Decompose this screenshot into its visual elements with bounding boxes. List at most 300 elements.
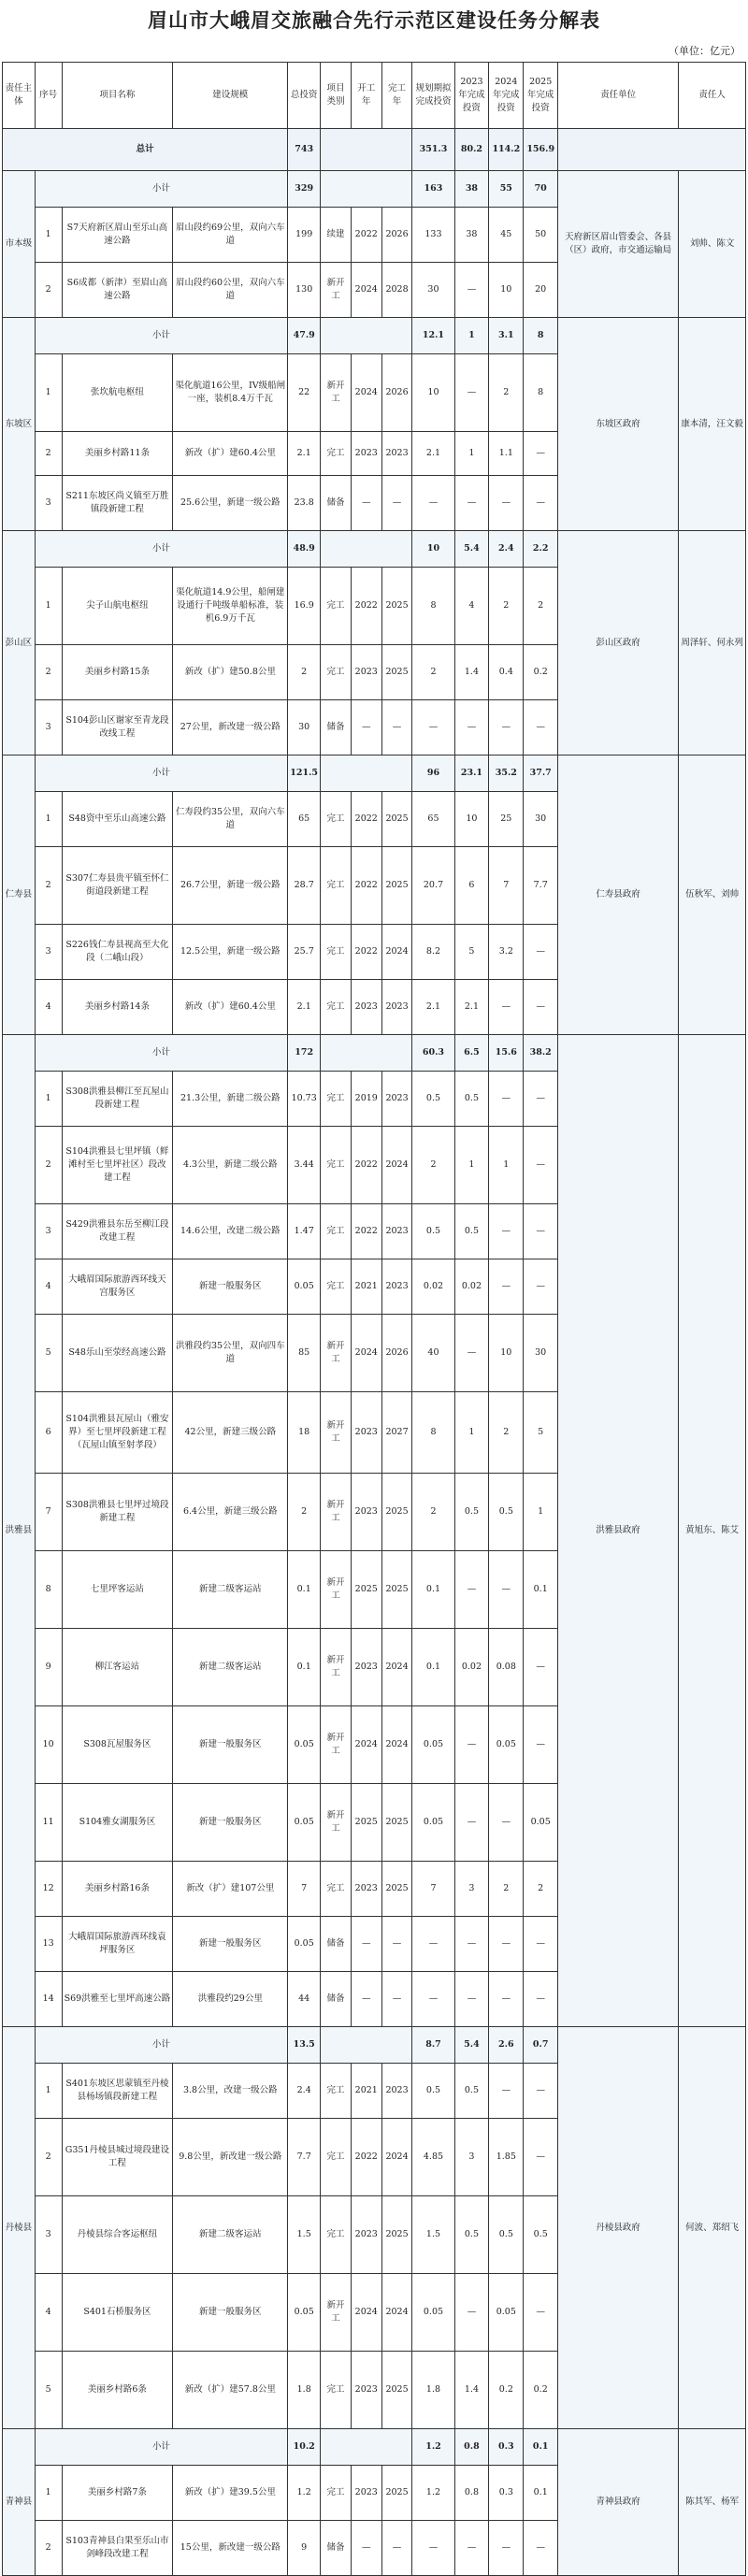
total-investment: 25.7 xyxy=(288,925,321,980)
investment-y2024: — xyxy=(489,1917,524,1972)
table-header xyxy=(3,63,746,129)
investment-plan: 4.85 xyxy=(412,2119,454,2196)
investment-plan: 1.8 xyxy=(412,2352,454,2429)
project-type: 完工 xyxy=(321,1127,352,1204)
project-name: 张坎航电枢纽 xyxy=(62,354,173,432)
investment-plan: 1.5 xyxy=(412,2196,454,2274)
total-investment: 2.1 xyxy=(288,980,321,1035)
start-year: — xyxy=(351,700,381,756)
start-year: 2022 xyxy=(351,847,381,925)
investment-y2023: — xyxy=(454,2521,489,2576)
subtotal-label: 小计 xyxy=(35,318,287,354)
investment-y2025: — xyxy=(524,1259,558,1315)
project-type: 储备 xyxy=(321,1972,352,2027)
subtotal-label: 小计 xyxy=(35,531,287,568)
project-type: 完工 xyxy=(321,2352,352,2429)
row-number: 5 xyxy=(35,2352,62,2429)
investment-y2025: 0.05 xyxy=(524,1784,558,1862)
total-investment: 85 xyxy=(288,1315,321,1392)
subtotal-invest: 10.2 xyxy=(288,2429,321,2466)
investment-y2025: — xyxy=(524,1072,558,1127)
total-investment: 0.05 xyxy=(288,1706,321,1784)
subtotal-row xyxy=(3,1035,746,1072)
start-year: 2024 xyxy=(351,263,381,318)
investment-y2024: 2 xyxy=(489,1392,524,1474)
subtotal-y2024: 55 xyxy=(489,171,524,208)
project-name: S401东坡区思蒙镇至丹棱县杨场镇段新建工程 xyxy=(62,2064,173,2119)
start-year: 2019 xyxy=(351,1072,381,1127)
subtotal-invest: 172 xyxy=(288,1035,321,1072)
empty-cell xyxy=(558,129,746,171)
subtotal-label: 小计 xyxy=(35,756,287,792)
investment-y2025: 0.5 xyxy=(524,2196,558,2274)
start-year: 2023 xyxy=(351,2352,381,2429)
responsible-person: 伍秋军、刘帅 xyxy=(679,756,746,1035)
subtotal-y2023: 1 xyxy=(454,318,489,354)
empty-cell xyxy=(321,756,412,792)
total-investment: 0.1 xyxy=(288,1551,321,1629)
start-year: 2023 xyxy=(351,1474,381,1551)
investment-plan: 8 xyxy=(412,1392,454,1474)
project-type: 储备 xyxy=(321,476,352,531)
start-year: 2022 xyxy=(351,208,381,263)
end-year: 2026 xyxy=(381,354,412,432)
project-name: S308洪雅县柳江至瓦屋山段新建工程 xyxy=(62,1072,173,1127)
build-scale: 27公里，新改建一级公路 xyxy=(173,700,288,756)
project-type: 完工 xyxy=(321,1259,352,1315)
total-investment: 7.7 xyxy=(288,2119,321,2196)
start-year: 2024 xyxy=(351,1706,381,1784)
subtotal-invest: 329 xyxy=(288,171,321,208)
start-year: 2022 xyxy=(351,1204,381,1259)
build-scale: 新改（扩）建50.8公里 xyxy=(173,645,288,700)
start-year: 2021 xyxy=(351,2064,381,2119)
investment-y2023: — xyxy=(454,1784,489,1862)
empty-cell xyxy=(321,2429,412,2466)
investment-plan: 0.05 xyxy=(412,1706,454,1784)
row-number: 2 xyxy=(35,2119,62,2196)
responsible-subject: 东坡区 xyxy=(3,318,36,531)
project-type: 完工 xyxy=(321,645,352,700)
total-investment: 28.7 xyxy=(288,847,321,925)
subtotal-y2025: 8 xyxy=(524,318,558,354)
investment-y2025: — xyxy=(524,432,558,476)
subtotal-plan: 60.3 xyxy=(412,1035,454,1072)
investment-y2025: 0.2 xyxy=(524,645,558,700)
subtotal-y2025: 37.7 xyxy=(524,756,558,792)
project-name: S226钱仁寿县视高至大化段（二峨山段） xyxy=(62,925,173,980)
build-scale: 新改（扩）建60.4公里 xyxy=(173,980,288,1035)
column-header: 2025年完成投资 xyxy=(524,63,558,129)
responsible-unit: 丹棱县政府 xyxy=(558,2027,679,2429)
end-year: 2023 xyxy=(381,2064,412,2119)
investment-y2025: 5 xyxy=(524,1392,558,1474)
total-investment: 16.9 xyxy=(288,568,321,645)
project-type: 新开工 xyxy=(321,263,352,318)
investment-y2025: — xyxy=(524,1629,558,1706)
project-name: 美丽乡村路16条 xyxy=(62,1862,173,1917)
total-investment: 2 xyxy=(288,645,321,700)
project-name: S7天府新区眉山至乐山高速公路 xyxy=(62,208,173,263)
investment-y2023: — xyxy=(454,1917,489,1972)
build-scale: 新建一般服务区 xyxy=(173,1784,288,1862)
investment-y2024: 7 xyxy=(489,847,524,925)
build-scale: 眉山段约60公里，双向六车道 xyxy=(173,263,288,318)
project-name: 美丽乡村路7条 xyxy=(62,2466,173,2521)
empty-cell xyxy=(321,318,412,354)
investment-y2024: — xyxy=(489,1972,524,2027)
responsible-unit: 天府新区眉山管委会、各县（区）政府，市交通运输局 xyxy=(558,171,679,318)
responsible-person: 刘帅、陈文 xyxy=(679,171,746,318)
investment-y2023: 0.5 xyxy=(454,1072,489,1127)
total-y2025: 156.9 xyxy=(524,129,558,171)
row-number: 3 xyxy=(35,2196,62,2274)
row-number: 2 xyxy=(35,2521,62,2576)
responsible-subject: 市本级 xyxy=(3,171,36,318)
subtotal-plan: 12.1 xyxy=(412,318,454,354)
build-scale: 渠化航道14.9公里，船闸建设通行千吨级单船标准，装机6.9万千瓦 xyxy=(173,568,288,645)
end-year: 2024 xyxy=(381,1127,412,1204)
build-scale: 9.8公里，新改建一级公路 xyxy=(173,2119,288,2196)
column-header: 责任主体 xyxy=(3,63,36,129)
subtotal-y2024: 15.6 xyxy=(489,1035,524,1072)
investment-plan: 0.05 xyxy=(412,1784,454,1862)
responsible-unit: 青神县政府 xyxy=(558,2429,679,2576)
investment-y2025: 0.1 xyxy=(524,2466,558,2521)
build-scale: 新建一般服务区 xyxy=(173,1706,288,1784)
investment-y2023: — xyxy=(454,1706,489,1784)
project-name: 丹棱县综合客运枢纽 xyxy=(62,2196,173,2274)
end-year: 2026 xyxy=(381,208,412,263)
build-scale: 新建一般服务区 xyxy=(173,1917,288,1972)
end-year: 2025 xyxy=(381,1784,412,1862)
investment-y2025: — xyxy=(524,1204,558,1259)
responsible-unit: 彭山区政府 xyxy=(558,531,679,756)
investment-y2025: — xyxy=(524,700,558,756)
row-number: 4 xyxy=(35,2274,62,2352)
subtotal-y2023: 6.5 xyxy=(454,1035,489,1072)
subtotal-plan: 96 xyxy=(412,756,454,792)
project-name: S307仁寿县贵平镇至怀仁街道段新建工程 xyxy=(62,847,173,925)
row-number: 6 xyxy=(35,1392,62,1474)
investment-y2025: 2 xyxy=(524,1862,558,1917)
investment-y2023: 0.8 xyxy=(454,2466,489,2521)
total-investment: 2.4 xyxy=(288,2064,321,2119)
investment-y2023: 0.02 xyxy=(454,1629,489,1706)
total-investment: 22 xyxy=(288,354,321,432)
investment-y2023: 2.1 xyxy=(454,980,489,1035)
project-name: G351丹棱县城过境段建设工程 xyxy=(62,2119,173,2196)
investment-y2025: 20 xyxy=(524,263,558,318)
row-number: 9 xyxy=(35,1629,62,1706)
investment-plan: 0.5 xyxy=(412,1204,454,1259)
end-year: 2024 xyxy=(381,925,412,980)
start-year: 2023 xyxy=(351,980,381,1035)
project-name: 大峨眉国际旅游西环线袁坪服务区 xyxy=(62,1917,173,1972)
project-type: 完工 xyxy=(321,925,352,980)
end-year: 2028 xyxy=(381,263,412,318)
responsible-subject: 洪雅县 xyxy=(3,1035,36,2027)
investment-y2024: 2 xyxy=(489,568,524,645)
column-header: 2023年完成投资 xyxy=(454,63,489,129)
project-type: 储备 xyxy=(321,2521,352,2576)
start-year: — xyxy=(351,2521,381,2576)
investment-y2024: 1.1 xyxy=(489,432,524,476)
total-investment: 0.05 xyxy=(288,1259,321,1315)
row-number: 11 xyxy=(35,1784,62,1862)
investment-y2023: — xyxy=(454,2274,489,2352)
responsible-unit: 洪雅县政府 xyxy=(558,1035,679,2027)
investment-y2024: — xyxy=(489,476,524,531)
row-number: 1 xyxy=(35,208,62,263)
investment-y2025: 50 xyxy=(524,208,558,263)
end-year: — xyxy=(381,1917,412,1972)
column-header: 责任人 xyxy=(679,63,746,129)
total-plan: 351.3 xyxy=(412,129,454,171)
project-type: 完工 xyxy=(321,980,352,1035)
responsible-subject: 彭山区 xyxy=(3,531,36,756)
end-year: 2024 xyxy=(381,2119,412,2196)
subtotal-y2025: 70 xyxy=(524,171,558,208)
column-header: 序号 xyxy=(35,63,62,129)
project-name: 柳江客运站 xyxy=(62,1629,173,1706)
row-number: 14 xyxy=(35,1972,62,2027)
subtotal-label: 小计 xyxy=(35,2429,287,2466)
total-investment: 1.47 xyxy=(288,1204,321,1259)
responsible-subject: 青神县 xyxy=(3,2429,36,2576)
total-investment: 23.8 xyxy=(288,476,321,531)
row-number: 1 xyxy=(35,568,62,645)
subtotal-invest: 13.5 xyxy=(288,2027,321,2064)
investment-y2025: — xyxy=(524,1706,558,1784)
start-year: — xyxy=(351,476,381,531)
end-year: 2025 xyxy=(381,2196,412,2274)
row-number: 12 xyxy=(35,1862,62,1917)
investment-y2023: 10 xyxy=(454,792,489,847)
total-investment: 7 xyxy=(288,1862,321,1917)
end-year: 2025 xyxy=(381,1551,412,1629)
end-year: 2023 xyxy=(381,432,412,476)
start-year: 2025 xyxy=(351,1784,381,1862)
total-investment: 0.05 xyxy=(288,1917,321,1972)
end-year: 2025 xyxy=(381,568,412,645)
row-number: 3 xyxy=(35,1204,62,1259)
project-name: S104洪雅县瓦屋山（雅安界）至七里坪段新建工程（瓦屋山镇至射孝段） xyxy=(62,1392,173,1474)
table-body xyxy=(3,129,746,2576)
investment-y2024: — xyxy=(489,1784,524,1862)
start-year: 2022 xyxy=(351,925,381,980)
start-year: 2023 xyxy=(351,645,381,700)
investment-plan: 0.05 xyxy=(412,2274,454,2352)
subtotal-y2025: 38.2 xyxy=(524,1035,558,1072)
project-name: S104雅女湖服务区 xyxy=(62,1784,173,1862)
start-year: 2023 xyxy=(351,2196,381,2274)
project-type: 新开工 xyxy=(321,2274,352,2352)
start-year: 2022 xyxy=(351,568,381,645)
investment-y2024: — xyxy=(489,2521,524,2576)
investment-y2025: — xyxy=(524,1917,558,1972)
investment-y2024: 0.05 xyxy=(489,2274,524,2352)
unit-label: （单位：亿元） xyxy=(669,45,741,57)
build-scale: 12.5公里，新建一级公路 xyxy=(173,925,288,980)
start-year: — xyxy=(351,1917,381,1972)
end-year: 2024 xyxy=(381,1706,412,1784)
total-investment: 10.73 xyxy=(288,1072,321,1127)
investment-plan: 133 xyxy=(412,208,454,263)
project-name: S48资中至乐山高速公路 xyxy=(62,792,173,847)
project-name: 大峨眉国际旅游西环线天宫服务区 xyxy=(62,1259,173,1315)
subtotal-row xyxy=(3,531,746,568)
investment-plan: 40 xyxy=(412,1315,454,1392)
responsible-unit: 仁寿县政府 xyxy=(558,756,679,1035)
start-year: 2023 xyxy=(351,2466,381,2521)
build-scale: 4.3公里，新建二级公路 xyxy=(173,1127,288,1204)
empty-cell xyxy=(321,129,412,171)
investment-y2025: — xyxy=(524,2274,558,2352)
subtotal-row xyxy=(3,2429,746,2466)
column-header: 开工年 xyxy=(351,63,381,129)
project-name: 美丽乡村路6条 xyxy=(62,2352,173,2429)
project-type: 完工 xyxy=(321,1862,352,1917)
build-scale: 洪雅段约29公里 xyxy=(173,1972,288,2027)
row-number: 1 xyxy=(35,354,62,432)
subtotal-plan: 8.7 xyxy=(412,2027,454,2064)
total-investment: 0.1 xyxy=(288,1629,321,1706)
investment-y2025: 0.2 xyxy=(524,2352,558,2429)
responsible-person: 周泽轩、何永列 xyxy=(679,531,746,756)
column-header: 总投资 xyxy=(288,63,321,129)
investment-y2024: 3.2 xyxy=(489,925,524,980)
build-scale: 眉山段约69公里，双向六车道 xyxy=(173,208,288,263)
investment-y2025: — xyxy=(524,476,558,531)
build-scale: 新改（扩）建60.4公里 xyxy=(173,432,288,476)
subtotal-y2024: 35.2 xyxy=(489,756,524,792)
build-scale: 仁寿段约35公里，双向六车道 xyxy=(173,792,288,847)
build-scale: 42公里，新建三级公路 xyxy=(173,1392,288,1474)
investment-y2023: — xyxy=(454,1315,489,1392)
build-scale: 渠化航道16公里，IV级船闸一座，装机8.4万千瓦 xyxy=(173,354,288,432)
subtotal-row xyxy=(3,756,746,792)
investment-y2025: — xyxy=(524,925,558,980)
build-scale: 新建二级客运站 xyxy=(173,1551,288,1629)
investment-y2023: — xyxy=(454,1972,489,2027)
total-row xyxy=(3,129,746,171)
investment-y2024: 10 xyxy=(489,1315,524,1392)
investment-plan: 10 xyxy=(412,354,454,432)
column-header: 2024年完成投资 xyxy=(489,63,524,129)
project-type: 新开工 xyxy=(321,1551,352,1629)
project-type: 完工 xyxy=(321,432,352,476)
subtotal-y2024: 2.6 xyxy=(489,2027,524,2064)
total-investment: 130 xyxy=(288,263,321,318)
column-header: 建设规模 xyxy=(173,63,288,129)
build-scale: 3.8公里，改建一级公路 xyxy=(173,2064,288,2119)
investment-y2025: — xyxy=(524,2521,558,2576)
build-scale: 21.3公里，新建二级公路 xyxy=(173,1072,288,1127)
end-year: 2023 xyxy=(381,1204,412,1259)
build-scale: 新改（扩）建57.8公里 xyxy=(173,2352,288,2429)
project-name: 美丽乡村路15条 xyxy=(62,645,173,700)
investment-plan: 2.1 xyxy=(412,980,454,1035)
start-year: 2023 xyxy=(351,432,381,476)
total-investment: 199 xyxy=(288,208,321,263)
total-investment: 18 xyxy=(288,1392,321,1474)
investment-y2023: 6 xyxy=(454,847,489,925)
investment-y2024: 2 xyxy=(489,354,524,432)
investment-y2023: 1 xyxy=(454,432,489,476)
end-year: — xyxy=(381,2521,412,2576)
responsible-subject: 仁寿县 xyxy=(3,756,36,1035)
subtotal-invest: 48.9 xyxy=(288,531,321,568)
project-name: S308瓦屋服务区 xyxy=(62,1706,173,1784)
total-investment: 3.44 xyxy=(288,1127,321,1204)
end-year: 2025 xyxy=(381,645,412,700)
task-table xyxy=(2,62,746,2576)
investment-y2025: — xyxy=(524,1127,558,1204)
empty-cell xyxy=(321,531,412,568)
row-number: 2 xyxy=(35,1127,62,1204)
investment-plan: 2 xyxy=(412,645,454,700)
empty-cell xyxy=(321,2027,412,2064)
end-year: 2025 xyxy=(381,792,412,847)
start-year: 2022 xyxy=(351,2119,381,2196)
investment-y2023: — xyxy=(454,1551,489,1629)
investment-y2023: — xyxy=(454,700,489,756)
investment-y2023: 3 xyxy=(454,2119,489,2196)
subtotal-label: 小计 xyxy=(35,1035,287,1072)
investment-y2023: 1 xyxy=(454,1127,489,1204)
investment-y2025: 30 xyxy=(524,1315,558,1392)
responsible-subject: 丹棱县 xyxy=(3,2027,36,2429)
investment-plan: 8.2 xyxy=(412,925,454,980)
end-year: 2025 xyxy=(381,2466,412,2521)
project-type: 完工 xyxy=(321,1072,352,1127)
total-invest: 743 xyxy=(288,129,321,171)
project-type: 完工 xyxy=(321,568,352,645)
project-name: S6成都（新津）至眉山高速公路 xyxy=(62,263,173,318)
build-scale: 26.7公里，新建一级公路 xyxy=(173,847,288,925)
subtotal-plan: 10 xyxy=(412,531,454,568)
subtotal-y2023: 5.4 xyxy=(454,531,489,568)
row-number: 2 xyxy=(35,645,62,700)
start-year: 2024 xyxy=(351,354,381,432)
project-type: 完工 xyxy=(321,2119,352,2196)
subtotal-y2025: 0.1 xyxy=(524,2429,558,2466)
row-number: 10 xyxy=(35,1706,62,1784)
project-type: 完工 xyxy=(321,2064,352,2119)
investment-y2024: 25 xyxy=(489,792,524,847)
row-number: 3 xyxy=(35,476,62,531)
project-name: S69洪雅至七里坪高速公路 xyxy=(62,1972,173,2027)
investment-y2024: 0.5 xyxy=(489,1474,524,1551)
subtotal-y2024: 0.3 xyxy=(489,2429,524,2466)
build-scale: 洪雅段约35公里，双向四车道 xyxy=(173,1315,288,1392)
subtotal-y2023: 38 xyxy=(454,171,489,208)
subtotal-y2023: 5.4 xyxy=(454,2027,489,2064)
end-year: 2023 xyxy=(381,980,412,1035)
responsible-person: 康本清，汪文毅 xyxy=(679,318,746,531)
investment-plan: — xyxy=(412,1917,454,1972)
subtotal-invest: 47.9 xyxy=(288,318,321,354)
end-year: 2023 xyxy=(381,1259,412,1315)
row-number: 13 xyxy=(35,1917,62,1972)
subtotal-invest: 121.5 xyxy=(288,756,321,792)
project-name: S103青神县白果至乐山市剑峰段改建工程 xyxy=(62,2521,173,2576)
investment-y2025: 2 xyxy=(524,568,558,645)
investment-y2023: 1.4 xyxy=(454,645,489,700)
project-type: 完工 xyxy=(321,1204,352,1259)
total-investment: 1.5 xyxy=(288,2196,321,2274)
